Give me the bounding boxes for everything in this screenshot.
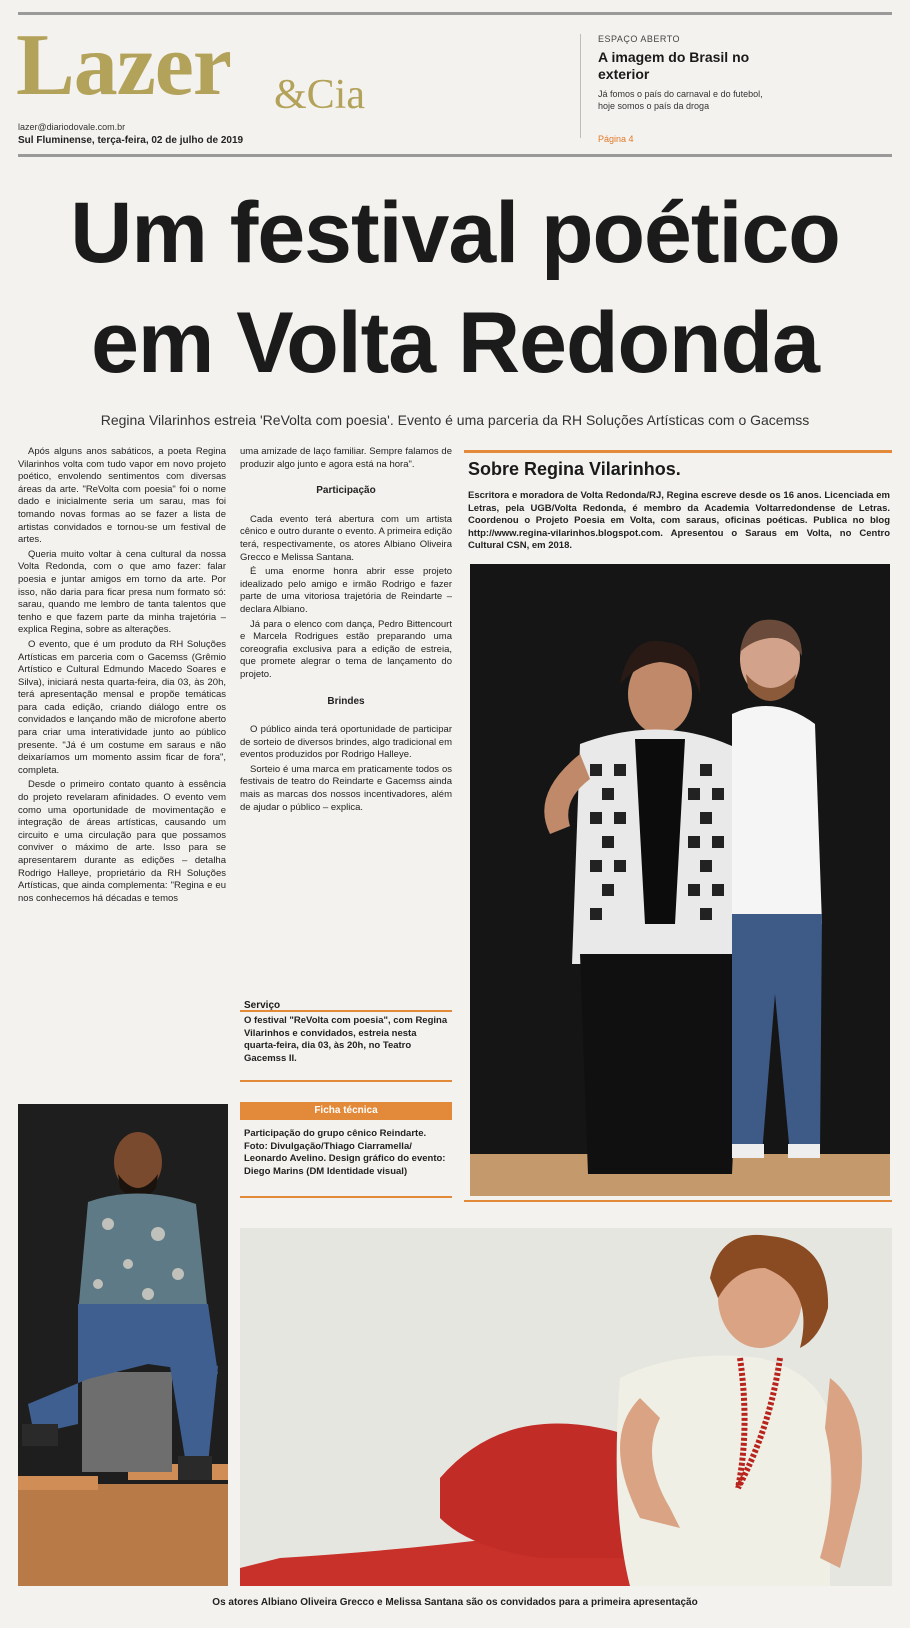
- logo-cia: &Cia: [274, 72, 365, 118]
- photo-albiano: [18, 1104, 228, 1586]
- masthead-bottom-rule: [18, 154, 892, 157]
- sobre-text: Escritora e moradora de Volta Redonda/RJ, Regina escreve desde os 16 anos. Licenciada em Letras, pela UGB/Volta Redonda, é membro da Academia Voltarredondense de Letras. Coordenou o Projeto Poesia em Volta, com saraus, oficinas poéticas. Publica no blog http://www.regina-vilarinhos.blogspot.com. Apresentou o Saraus em Volta, no Centro Cultural CSN, em 2018.: [468, 490, 890, 552]
- ficha-tecnica-text: Participação do grupo cênico Reindarte. Foto: Divulgação/Thiago Ciarramella/ Leonardo Avelino. Design gráfico do evento: Diego Marins (DM Identidade visual): [244, 1128, 446, 1177]
- servico-title: Serviço: [244, 1000, 281, 1011]
- section-heading-participacao: Participação: [316, 485, 376, 497]
- col1-paragraph: Queria muito voltar à cena cultural da nossa Volta Redonda, com o que amo fazer: falar poesia e juntar amigos em torno da arte. Por isso, não daria para ficar presa num formato só: sarau, quando me lembro de tanta talentos que tenho e que fazem parte da minha trajetória – explica Regina, sobre as alterações.: [18, 548, 226, 636]
- article-column-1: [18, 446, 226, 1086]
- subtitle: Regina Vilarinhos estreia 'ReVolta com poesia'. Evento é uma parceria da RH Soluções Artísticas com o Gacemss: [100, 412, 810, 428]
- espaco-aberto-label: ESPAÇO ABERTO: [598, 34, 681, 44]
- col1-paragraph: Após alguns anos sabáticos, a poeta Regina Vilarinhos volta com tudo vapor em novo projeto poético, envolendo sentimentos com diversas áreas da arte. "ReVolta com poesia" foi o nome dado e inicialmente seria um sarau, mas foi tomando novas formas ao se fazer a lista de artistas convidados e tornou-se um festival de artes.: [18, 446, 226, 546]
- photo-bottom-rule: [464, 1200, 892, 1202]
- article-column-2: [240, 446, 452, 966]
- photo-melissa: [240, 1228, 892, 1586]
- col2-paragraph: O público ainda terá oportunidade de participar de sorteio de diversos brindes, algo tradicional em eventos produzidos por Rodrigo Halleye.: [240, 724, 452, 761]
- espaco-aberto-title[interactable]: A imagem do Brasil no exterior: [598, 49, 750, 82]
- headline-line-1: Um festival poético: [70, 185, 840, 281]
- masthead-email[interactable]: lazer@diariodovale.com.br: [18, 122, 126, 132]
- masthead-divider: [580, 34, 581, 138]
- servico-text: O festival "ReVolta com poesia", com Regina Vilarinhos e convidados, estreia nesta quarta-feira, dia 03, às 20h, no Teatro Gacemss II.: [244, 1015, 448, 1064]
- section-heading-brindes: Brindes: [327, 695, 365, 707]
- col2-paragraph: Cada evento terá abertura com um artista cênico e outro durante o evento. A primeira edição terá, respectivamente, os atores Albiano Oliveira Grecco e Melissa Santana.: [240, 513, 452, 563]
- headline: [0, 178, 910, 398]
- col2-intro: uma amizade de laço familiar. Sempre falamos de produzir algo junto e agora está na hora".: [240, 446, 452, 470]
- photo-albiano-art: [18, 1104, 228, 1586]
- ficha-bottom-rule: [240, 1196, 452, 1198]
- espaco-aberto-text: Já fomos o país do carnaval e do futebol, hoje somos o país da droga: [598, 89, 763, 111]
- col2-paragraph: É uma enorme honra abrir esse projeto idealizado pelo amigo e irmão Rodrigo e fazer parte de uma vitoriosa trajetória de Reindarte – declara Albiano.: [240, 566, 452, 615]
- servico-bottom-rule: [240, 1080, 452, 1082]
- sobre-top-rule: [464, 450, 892, 453]
- photo-regina-rodrigo-art: [470, 564, 890, 1196]
- ficha-tecnica-title: Ficha técnica: [240, 1102, 452, 1120]
- sobre-title: Sobre Regina Vilarinhos.: [468, 459, 681, 479]
- photo-caption: Os atores Albiano Oliveira Grecco e Melissa Santana são os convidados para a primeira apresentação: [212, 1597, 698, 1608]
- top-rule: [18, 12, 892, 15]
- col2-paragraph: Sorteio é uma marca em praticamente todos os festivais de teatro do Reindarte e Gacemss ainda mais as marcas dos nossos incentivadores, além de ajudar o público – explica.: [240, 763, 452, 813]
- headline-line-2: em Volta Redonda: [91, 295, 819, 391]
- photo-melissa-art: [240, 1228, 892, 1586]
- col2-paragraph: Já para o elenco com dança, Pedro Bittencourt e Marcela Rodrigues estão preparando uma coreografia exclusiva para a edição de estreia, que promete alegrar o tema de lançamento do projeto.: [240, 618, 452, 680]
- espaco-aberto-page-link[interactable]: Página 4: [598, 134, 634, 144]
- masthead-date: Sul Fluminense, terça-feira, 02 de julho de 2019: [18, 135, 244, 146]
- col1-paragraph: O evento, que é um produto da RH Soluções Artísticas em parceria com o Gacemss (Grêmio Artístico e Cultural Edmundo Macedo Soares e Silva), iniciará nesta quarta-feira, dia 03, às 20h, terá apresentação mensal e propõe temáticas para cada edição, criando diálogo entre os convidados e lançando mão de microfone aberto para criar uma interatividade junto ao público presente. "Já é um costume em saraus e não deixaríamos um momento assim ficar de fora", completa.: [18, 638, 226, 776]
- photo-regina-rodrigo: [470, 564, 890, 1196]
- logo-lazer: Lazer: [16, 17, 231, 114]
- col1-paragraph: Desde o primeiro contato quanto à essência do projeto revelaram afinidades. O evento vem como uma oportunidade de movimentação e integração de áreas artísticas, causando um circuito e uma circulação para que possamos conviver o máximo de arte. Isso para se apresentarem durante as edições – detalha Rodrigo Halleye, proprietário da RH Soluções Artísticas, que ainda complementa: "Regina e eu nos conhecemos há décadas e temos: [18, 779, 226, 904]
